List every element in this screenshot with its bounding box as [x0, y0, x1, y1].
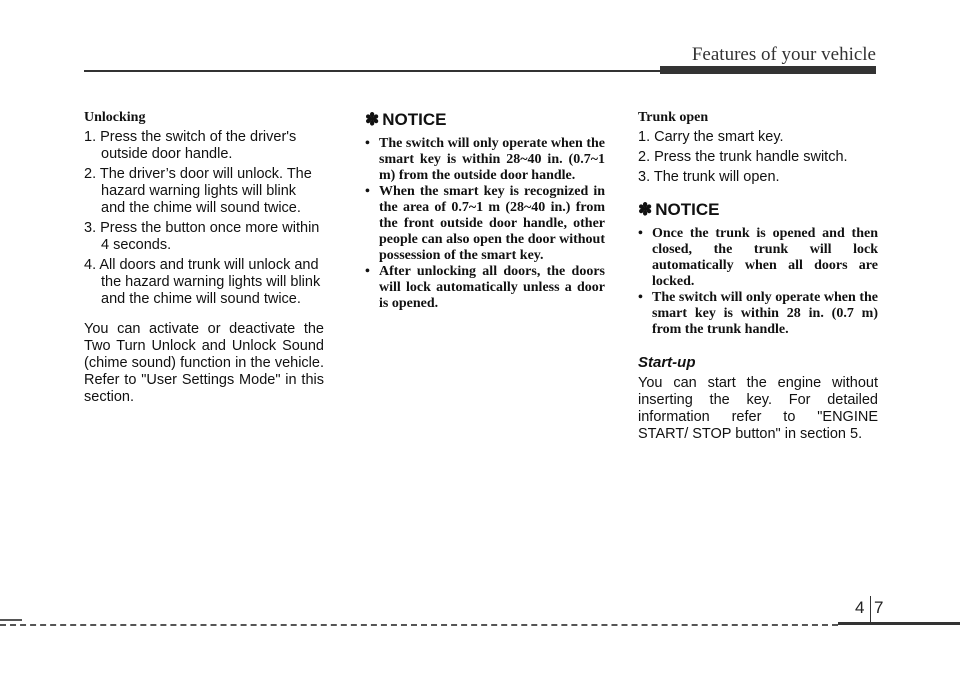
notice-item-text: After unlocking all doors, the doors will lock automatically unless a door is opened. [379, 264, 605, 311]
chapter-number: 4 [855, 598, 865, 617]
bullet-icon: • [638, 226, 643, 241]
column-unlocking [84, 110, 324, 406]
start-up-heading: Start-up [638, 354, 696, 371]
unlocking-step-4: 4. All doors and trunk will unlock and the hazard warning lights will blink and the chime will sound twice. [84, 257, 321, 307]
start-up-paragraph: You can start the engine without inserting the key. For detailed information refer to "ENGINE START/ STOP button" in section 5. [638, 375, 878, 442]
page-number: 7 [874, 598, 884, 617]
notice-title-text: NOTICE [382, 110, 447, 129]
column-trunk [638, 110, 878, 443]
trunk-open-heading: Trunk open [638, 110, 709, 125]
notice-item-text: When the smart key is recognized in the area of 0.7~1 m (28~40 in.) from the front outside door handle, other people can also open the door without possession of the smart key. [379, 184, 605, 263]
trunk-step-2: 2. Press the trunk handle switch. [638, 149, 848, 165]
footer-rule [0, 624, 838, 626]
notice-item [365, 136, 605, 184]
notice-title-text: NOTICE [655, 200, 720, 219]
notice-item [365, 264, 605, 312]
unlocking-paragraph: You can activate or deactivate the Two Turn Unlock and Unlock Sound (chime sound) function in the vehicle. Refer to "User Settings Mode" in this section. [84, 321, 324, 405]
unlocking-step-3: 3. Press the button once more within 4 seconds. [84, 220, 320, 253]
footer-rule-left [0, 619, 22, 621]
unlocking-step-2: 2. The driver’s door will unlock. The hazard warning lights will blink and the chime will sound twice. [84, 166, 312, 216]
trunk-step-1: 1. Carry the smart key. [638, 129, 784, 145]
bullet-icon: • [365, 136, 370, 151]
notice-item-text: The switch will only operate when the smart key is within 28~40 in. (0.7~1 m) from the outside door handle. [379, 136, 605, 183]
page-number-divider [870, 596, 871, 624]
notice-heading [365, 110, 605, 130]
column-notice [365, 110, 605, 312]
section-header-title: Features of your vehicle [691, 44, 876, 65]
notice-item [638, 290, 878, 338]
header-rule-accent [660, 66, 876, 74]
star-icon: ✽ [638, 200, 653, 219]
unlocking-step-1: 1. Press the switch of the driver's outside door handle. [84, 129, 297, 162]
header-rule [84, 70, 660, 72]
notice-item [638, 226, 878, 290]
unlocking-heading: Unlocking [84, 110, 146, 125]
trunk-notice-heading [638, 200, 878, 220]
notice-item-text: The switch will only operate when the smart key is within 28 in. (0.7 m) from the trunk handle. [652, 290, 878, 337]
notice-item [365, 184, 605, 264]
notice-item-text: Once the trunk is opened and then closed, the trunk will lock automatically when all doors are locked. [652, 226, 878, 289]
footer-rule-accent [838, 622, 960, 625]
star-icon: ✽ [365, 110, 380, 129]
trunk-step-3: 3. The trunk will open. [638, 169, 780, 185]
bullet-icon: • [365, 184, 370, 199]
bullet-icon: • [638, 290, 643, 305]
bullet-icon: • [365, 264, 370, 279]
